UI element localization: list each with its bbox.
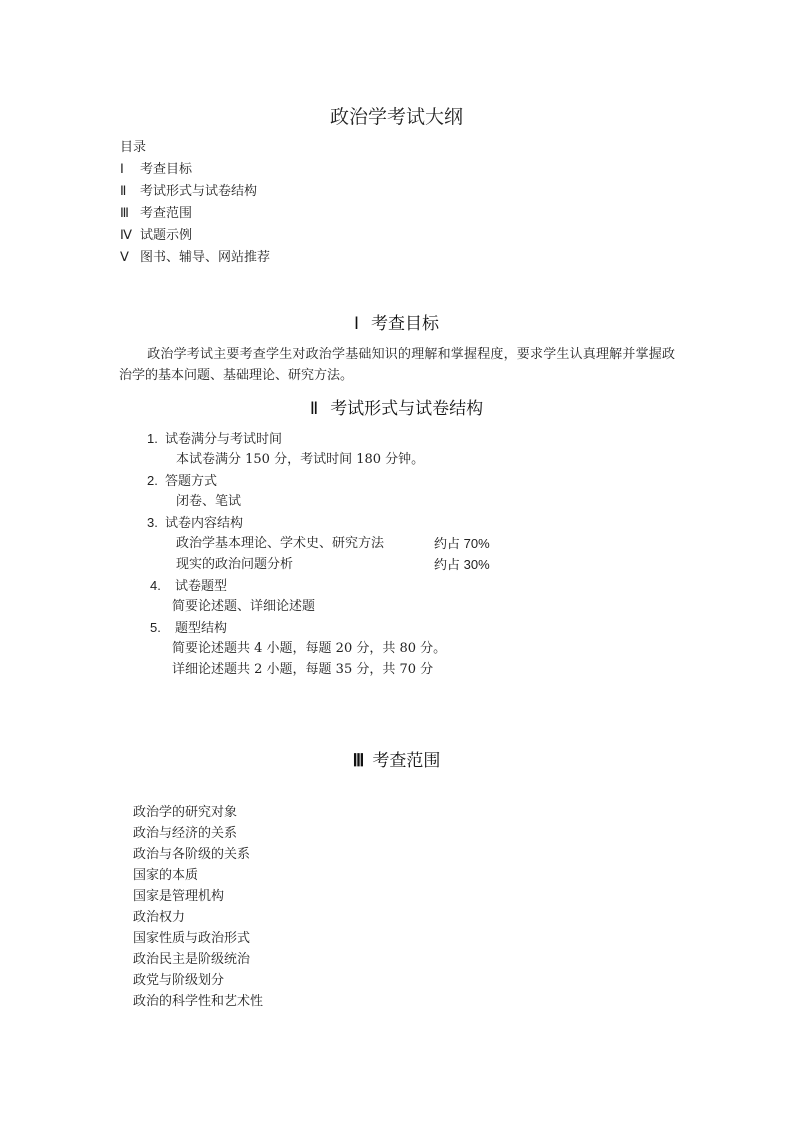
section-title: 考查范围 [372, 751, 441, 771]
section-title: 考试形式与试卷结构 [330, 399, 484, 419]
scope-item: 政治与经济的关系 [133, 826, 238, 841]
section-number: Ⅲ [352, 751, 365, 770]
section-title: 考查目标 [371, 314, 439, 334]
content-structure-row-2-content: 现实的政治问题分析 [176, 557, 294, 572]
list-item-5-heading [150, 617, 227, 639]
list-item-label: 答题方式 [165, 474, 218, 489]
section-heading-objectives [0, 311, 793, 337]
scope-item: 政治权力 [133, 910, 186, 925]
toc-item [120, 158, 270, 180]
list-item-4-heading [150, 575, 227, 597]
content-structure-row-2-share: 约占 30% [434, 557, 490, 572]
section-heading-exam-format [0, 396, 793, 422]
toc-item-label: 考试形式与试卷结构 [140, 184, 258, 199]
list-item-1-detail: 本试卷满分 150 分，考试时间 180 分钟。 [176, 452, 425, 467]
list-item-3-heading [147, 512, 243, 534]
toc-item-label: 考查目标 [140, 162, 193, 177]
list-item-label: 试卷内容结构 [165, 516, 244, 531]
section-number: Ⅰ [353, 314, 359, 333]
toc-item-label: 考查范围 [140, 206, 193, 221]
list-item-number: 1. [147, 431, 158, 446]
list-item-number: 3. [147, 515, 158, 530]
scope-item: 国家是管理机构 [133, 889, 225, 904]
toc-item-number: Ⅲ [120, 205, 129, 220]
scope-item: 国家的本质 [133, 868, 199, 883]
toc-item-number: Ⅱ [120, 183, 127, 198]
list-item-4-detail: 简要论述题、详细论述题 [172, 599, 316, 614]
scope-item: 政治与各阶级的关系 [133, 847, 251, 862]
list-item-label: 题型结构 [175, 621, 228, 636]
section-heading-scope [0, 748, 793, 774]
toc-item-number: Ⅰ [120, 161, 124, 176]
list-item-2-heading [147, 470, 217, 492]
toc-item [120, 224, 270, 246]
scope-item: 国家性质与政治形式 [133, 931, 251, 946]
list-item-number: 2. [147, 473, 158, 488]
list-item-1-heading [147, 428, 282, 450]
toc-item [120, 180, 270, 202]
list-item-2-detail: 闭卷、笔试 [176, 494, 242, 509]
document-title: 政治学考试大纲 [329, 106, 463, 128]
scope-item: 政党与阶级划分 [133, 973, 225, 988]
list-item-number: 4. [150, 578, 161, 593]
scope-list [133, 802, 263, 1012]
toc-item-label: 试题示例 [140, 228, 193, 243]
content-structure-row-1-share: 约占 70% [434, 536, 490, 551]
toc-item [120, 246, 270, 268]
toc-item-number: Ⅴ [120, 249, 129, 264]
list-item-label: 试卷满分与考试时间 [165, 432, 283, 447]
paragraph-text: 政治学考试主要考查学生对政治学基础知识的理解和掌握程度，要求学生认真理解并掌握政治学的基本问题、基础理论、研究方法。 [119, 347, 675, 383]
content-structure-row-1-content: 政治学基本理论、学术史、研究方法 [176, 536, 385, 551]
objectives-paragraph [119, 344, 675, 386]
section-number: Ⅱ [309, 399, 319, 418]
scope-item: 政治民主是阶级统治 [133, 952, 251, 967]
list-item-5-detail-2: 详细论述题共 2 小题，每题 35 分，共 70 分 [172, 662, 434, 677]
toc-item-label: 图书、辅导、网站推荐 [140, 250, 271, 265]
scope-item: 政治的科学性和艺术性 [133, 994, 264, 1009]
toc-item-number: Ⅳ [120, 227, 132, 242]
toc-heading: 目录 [120, 140, 147, 155]
table-of-contents [120, 137, 270, 268]
toc-item [120, 202, 270, 224]
scope-item: 政治学的研究对象 [133, 805, 238, 820]
list-item-label: 试卷题型 [175, 579, 228, 594]
list-item-number: 5. [150, 620, 161, 635]
list-item-5-detail-1: 简要论述题共 4 小题，每题 20 分，共 80 分。 [172, 641, 447, 656]
